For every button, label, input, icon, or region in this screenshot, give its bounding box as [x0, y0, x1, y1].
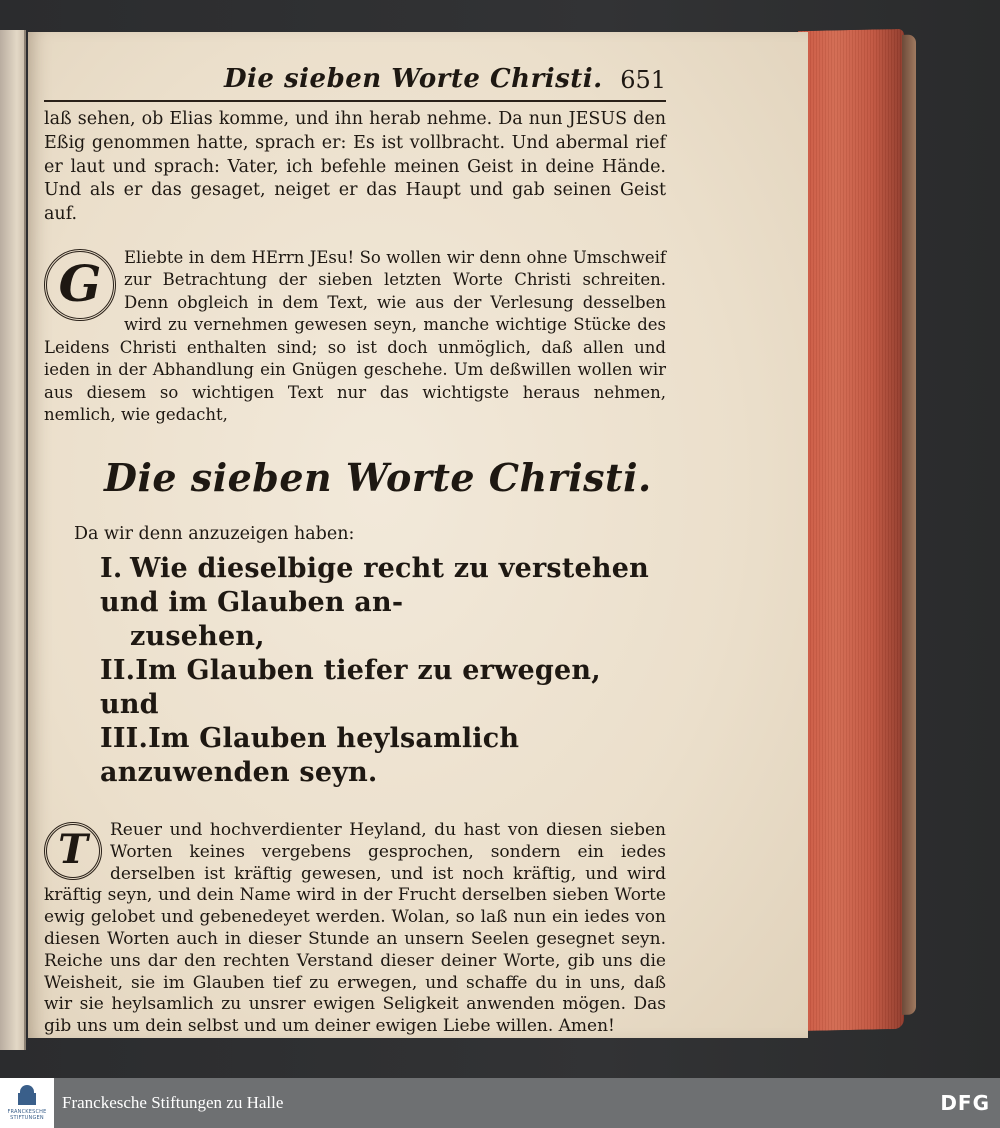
point-number: I.: [100, 552, 123, 584]
running-title: Die sieben Worte Christi.: [224, 64, 603, 94]
point-text: Im Glauben heylsamlich anzuwenden seyn.: [100, 722, 520, 788]
prayer-paragraph: [44, 820, 666, 1038]
point-number: III.: [100, 722, 149, 754]
paragraph-2: [44, 247, 666, 427]
points-list: [100, 552, 666, 790]
book-fore-edge: [798, 29, 904, 1031]
intro-line: Da wir denn anzuzeigen haben:: [74, 523, 355, 544]
logo-text: FRANCKESCHE STIFTUNGEN: [7, 1109, 47, 1121]
page-number: 651: [620, 66, 666, 94]
point-text: Wie dieselbige recht zu verstehen und im Glauben an-: [100, 552, 649, 618]
dfg-logo[interactable]: DFG: [940, 1091, 990, 1115]
point-item: [100, 552, 666, 620]
decorated-initial: G: [44, 249, 116, 321]
franckesche-logo[interactable]: [0, 1078, 54, 1128]
page-text-block: [44, 60, 666, 1108]
running-head: [44, 60, 666, 102]
viewer-footer-bar: [0, 1078, 1000, 1128]
institution-link[interactable]: Franckesche Stiftungen zu Halle: [62, 1093, 284, 1112]
point-item: [100, 654, 666, 722]
point-continuation: zusehen,: [130, 620, 265, 652]
point-text: Im Glauben tiefer zu erwegen, und: [100, 654, 601, 720]
prayer-text: Reuer und hochverdienter Heyland, du hast von diesen sieben Worten keines vergebens gesprochen, sondern ein iedes derselben ist kräftig gewesen, und ist noch kräftig, und wird kräftig seyn, und dein Name wird in der Frucht derselben sieben Worte ewig gelobet und gebenedeyet werden. Wolan, so laß nun ein iedes von diesen Worten auch in dieser Stunde an unsern Seelen gesegnet seyn. Reiche uns dar den rechten Verstand dieser deiner Worte, gib uns die Weisheit, sie im Glauben tief zu erwegen, und schaffe du in uns, daß wir sie heylsamlich zu unsrer ewigen Seligkeit anwenden mögen. Das gib uns um dein selbst und um deiner ewigen Liebe willen. Amen!: [44, 819, 666, 1037]
point-item: [100, 722, 666, 790]
point-number: II.: [100, 654, 136, 686]
building-icon: [16, 1085, 38, 1107]
paragraph-2-text: Eliebte in dem HErrn JEsu! So wollen wir denn ohne Umschweif zur Betrachtung der sieben letzten Worte Christi schreiten. Denn obgleich in dem Text, wie aus der Verlesung desselben wird zu vernehmen gewesen seyn, manche wichtige Stücke des Leidens Christi enthalten sind; so ist doch unmöglich, daß allen und ieden in der Abhandlung ein Gnügen geschehe. Um deßwillen wollen wir aus diesem so wichtigen Text nur das wichtigste heraus nehmen, nemlich, wie gedacht,: [44, 247, 666, 425]
section-heading: Die sieben Worte Christi.: [104, 454, 652, 500]
left-page-edge: [0, 30, 26, 1050]
paragraph-1: laß sehen, ob Elias komme, und ihn herab nehme. Da nun JESUS den Eßig genommen hatte, sprach er: Es ist vollbracht. Und abermal rief er laut und sprach: Vater, ich befehle meinen Geist in deine Hände. Und als er das gesaget, neiget er das Haupt und gab seinen Geist auf.: [44, 109, 666, 225]
decorated-initial: T: [44, 822, 102, 880]
